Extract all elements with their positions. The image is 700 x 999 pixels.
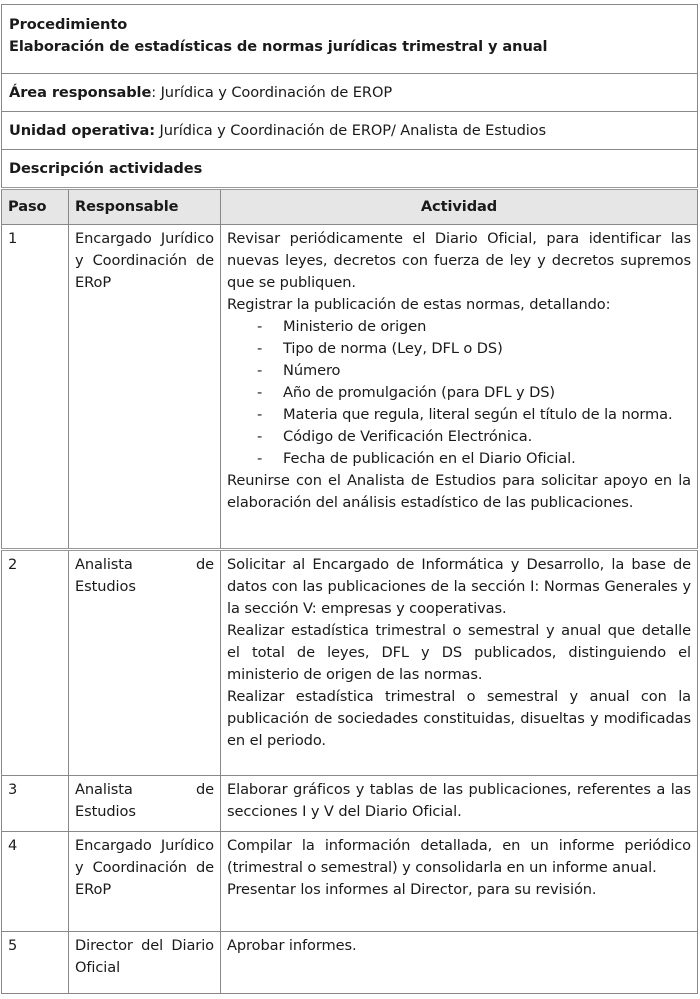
step-activity xyxy=(221,932,698,994)
table-row xyxy=(2,832,698,932)
list-item: - Año de promulgación (para DFL y DS) xyxy=(227,382,691,404)
list-item: - Tipo de norma (Ley, DFL o DS) xyxy=(227,338,691,360)
step-activity xyxy=(221,776,698,832)
step-responsible: Encargado Jurídico y Coordinación de ERoP xyxy=(69,225,221,550)
header-paso: Paso xyxy=(2,189,69,225)
step-responsible: Analista de Estudios xyxy=(69,550,221,776)
activity-text: Aprobar informes. xyxy=(227,937,357,954)
list-item: - Fecha de publicación en el Diario Oficial. xyxy=(227,448,691,470)
area-label: Área responsable xyxy=(9,84,152,101)
unidad-value: Jurídica y Coordinación de EROP/ Analista de Estudios xyxy=(154,122,547,139)
step-activity xyxy=(221,225,698,550)
activity-text: Registrar la publicación de estas normas, detallando: xyxy=(227,296,611,313)
header-actividad: Actividad xyxy=(221,189,698,225)
activity-text: Realizar estadística trimestral o semestral y anual que detalle el total de leyes, DFL y DS publicados, distinguiendo el ministerio de origen de las normas. xyxy=(227,622,691,683)
descripcion-label: Descripción actividades xyxy=(9,160,203,177)
activity-text: Elaborar gráficos y tablas de las publicaciones, referentes a las secciones I y V del Diario Oficial. xyxy=(227,781,691,820)
table-row xyxy=(2,776,698,832)
step-number: 3 xyxy=(2,776,69,832)
step-number: 1 xyxy=(2,225,69,550)
area-responsable xyxy=(1,73,698,111)
activity-text: Reunirse con el Analista de Estudios para solicitar apoyo en la elaboración del análisis estadístico de las publicaciones. xyxy=(227,472,691,511)
table-row xyxy=(2,550,698,776)
unidad-label: Unidad operativa: xyxy=(9,122,155,139)
list-item: - Materia que regula, literal según el título de la norma. xyxy=(227,404,691,426)
step-number: 2 xyxy=(2,550,69,776)
list-item: - Número xyxy=(227,360,691,382)
activity-text: Revisar periódicamente el Diario Oficial, para identificar las nuevas leyes, decretos con fuerza de ley y decretos supremos que se publiquen. xyxy=(227,230,691,291)
procedure-title: Elaboración de estadísticas de normas jurídicas trimestral y anual xyxy=(9,38,548,55)
activities-table xyxy=(1,187,698,994)
table-row xyxy=(2,225,698,550)
table-row xyxy=(2,932,698,994)
step-responsible: Encargado Jurídico y Coordinación de ERoP xyxy=(69,832,221,932)
area-value: : Jurídica y Coordinación de EROP xyxy=(151,84,393,101)
procedure-label: Procedimiento xyxy=(9,16,128,33)
activity-list xyxy=(227,316,691,470)
unidad-operativa xyxy=(1,111,698,149)
list-item: - Ministerio de origen xyxy=(227,316,691,338)
step-responsible: Analista de Estudios xyxy=(69,776,221,832)
header-responsable: Responsable xyxy=(69,189,221,225)
step-number: 5 xyxy=(2,932,69,994)
descripcion-actividades xyxy=(1,149,698,187)
procedure-title-block xyxy=(1,4,698,73)
step-responsible: Director del Diario Oficial xyxy=(69,932,221,994)
list-item: - Código de Verificación Electrónica. xyxy=(227,426,691,448)
activity-text: Presentar los informes al Director, para su revisión. xyxy=(227,881,597,898)
step-activity xyxy=(221,832,698,932)
activity-text: Compilar la información detallada, en un informe periódico (trimestral o semestral) y consolidarla en un informe anual. xyxy=(227,837,691,876)
table-header-row xyxy=(2,189,698,225)
procedure-document xyxy=(1,4,698,994)
step-activity xyxy=(221,550,698,776)
step-number: 4 xyxy=(2,832,69,932)
activity-text: Realizar estadística trimestral o semestral y anual con la publicación de sociedades constituidas, disueltas y modificadas en el periodo. xyxy=(227,688,691,749)
activity-text: Solicitar al Encargado de Informática y Desarrollo, la base de datos con las publicaciones de la sección I: Normas Generales y la sección V: empresas y cooperativas. xyxy=(227,556,691,617)
